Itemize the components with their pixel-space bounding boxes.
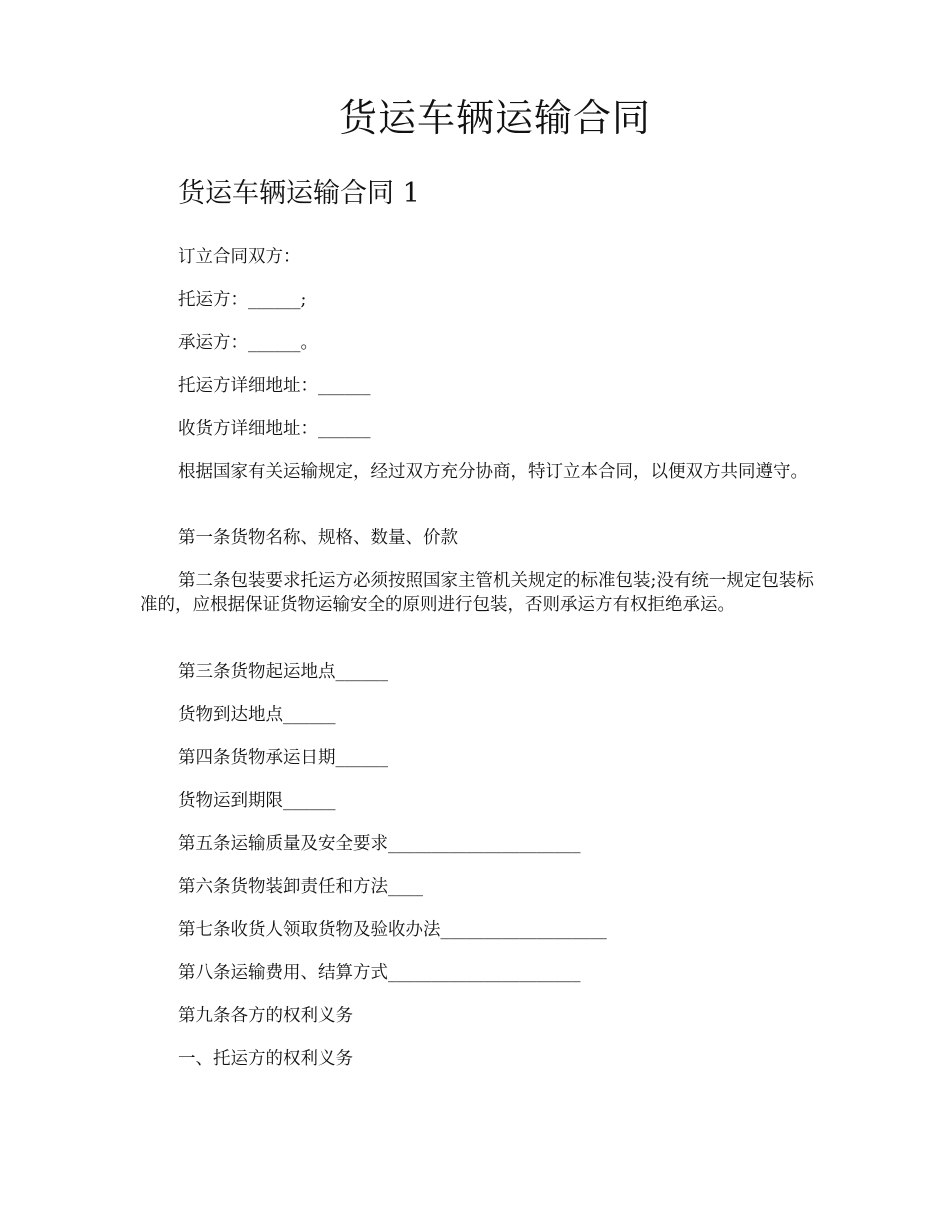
paragraph-shipper: 托运方：______;	[178, 290, 307, 310]
paragraph-delivery-deadline: 货物运到期限______	[178, 791, 336, 811]
paragraph-article-7: 第七条收货人领取货物及验收办法___________________	[178, 920, 607, 940]
paragraph-article-1: 第一条货物名称、规格、数量、价款	[178, 528, 458, 548]
paragraph-parties: 订立合同双方：	[178, 247, 301, 267]
paragraph-article-2: 第二条包装要求托运方必须按照国家主管机关规定的标准包装;没有统一规定包装标准的，应根据保证货物运输安全的原则进行包装，否则承运方有权拒绝承运。	[140, 571, 814, 615]
document-title: 货运车辆运输合同	[338, 96, 651, 140]
paragraph-article-3: 第三条货物起运地点______	[178, 662, 388, 682]
paragraph-shipper-rights: 一、托运方的权利义务	[178, 1049, 353, 1069]
paragraph-article-8: 第八条运输费用、结算方式______________________	[178, 963, 581, 983]
paragraph-article-4: 第四条货物承运日期______	[178, 748, 388, 768]
paragraph-article-6: 第六条货物装卸责任和方法____	[178, 877, 423, 897]
paragraph-preamble: 根据国家有关运输规定，经过双方充分协商，特订立本合同，以便双方共同遵守。	[178, 462, 808, 482]
paragraph-carrier: 承运方：______。	[178, 333, 318, 353]
paragraph-destination: 货物到达地点______	[178, 705, 336, 725]
paragraph-article-9: 第九条各方的权利义务	[178, 1006, 353, 1026]
section-title: 货运车辆运输合同 1	[178, 178, 420, 209]
paragraph-consignee-address: 收货方详细地址：______	[178, 419, 371, 439]
paragraph-article-5: 第五条运输质量及安全要求______________________	[178, 834, 581, 854]
paragraph-shipper-address: 托运方详细地址：______	[178, 376, 371, 396]
